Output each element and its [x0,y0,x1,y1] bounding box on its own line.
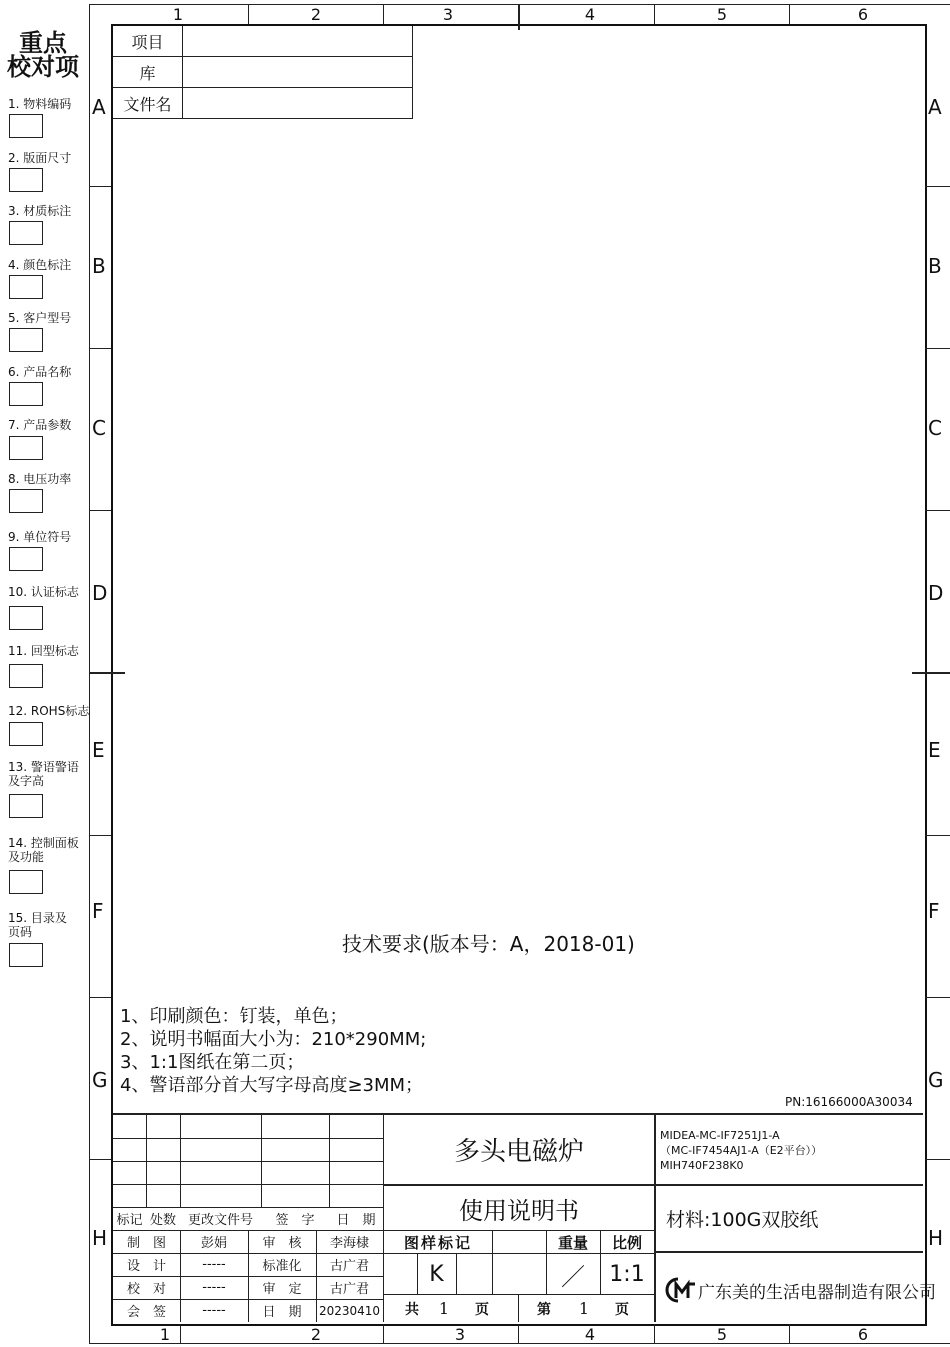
row-letter: H [928,1226,944,1250]
rev-header-mark: 标记 [116,1213,143,1228]
sidebar-title-line1: 重点 [19,29,67,57]
row-letter: E [92,738,105,762]
model-line: MIH740F238K0 [660,1159,744,1172]
tech-heading: 技术要求(版本号：A，2018-01) [342,932,635,956]
scale-value: 1:1 [609,1261,645,1287]
row-letter: G [92,1068,108,1092]
sidebar-item-label: 11. 回型标志 [8,644,79,658]
tech-item: 2、说明书幅面大小为：210*290MM; [120,1029,427,1050]
row-letter: F [928,899,940,923]
mark-label: 图样标记 [403,1233,472,1252]
col-number: 4 [584,1325,596,1344]
sign-name: 李海棣 [329,1236,369,1251]
sidebar-item-label: 9. 单位符号 [8,530,72,544]
info-label-filename: 文件名 [123,94,172,114]
col-number: 6 [857,5,869,24]
col-number: 5 [716,1325,728,1344]
current-page: 1 [578,1299,590,1318]
material: 材料:100G双胶纸 [666,1209,819,1231]
sidebar-item-label: 14. 控制面板 及功能 [8,836,79,864]
doc-type: 使用说明书 [459,1196,579,1225]
info-value-item[interactable] [183,26,412,56]
sign-name: ----- [202,1280,226,1295]
col-number: 6 [857,1325,869,1344]
check-box[interactable] [9,382,43,406]
check-box[interactable] [9,870,43,894]
row-letter: A [928,95,942,119]
sidebar-item-label: 2. 版面尺寸 [8,151,72,165]
check-box[interactable] [9,221,43,245]
row-letter: H [92,1226,108,1250]
model-line: （MC-IF7454AJ1-A（E2平台）） [660,1144,823,1157]
col-number: 3 [442,5,454,24]
total-page-unit: 页 [475,1301,489,1318]
sign-role: 审 核 [262,1236,302,1251]
weight-value: ／ [561,1262,585,1291]
sidebar-item-label: 13. 警语警语 及字高 [8,760,79,788]
col-number: 4 [584,5,596,24]
weight-label: 重量 [557,1233,588,1252]
total-pages: 1 [438,1299,450,1318]
check-box[interactable] [9,606,43,630]
scale-label: 比例 [611,1233,642,1252]
check-box[interactable] [9,943,43,967]
sign-name: 古广君 [329,1282,369,1297]
tech-item: 4、警语部分首大写字母高度≥3MM； [120,1075,424,1096]
check-box[interactable] [9,275,43,299]
col-number: 1 [159,1325,171,1344]
rev-header-date: 日 期 [336,1213,376,1228]
company-name: 广东美的生活电器制造有限公司 [698,1282,936,1303]
current-label: 第 [537,1301,551,1318]
row-letter: C [928,416,942,440]
sign-name: ----- [202,1303,226,1318]
check-box[interactable] [9,328,43,352]
tech-item: 1、印刷颜色：钉装，单色； [120,1006,348,1027]
sidebar-item-label: 7. 产品参数 [8,418,72,432]
sign-role: 设 计 [126,1259,166,1274]
sidebar-item-label: 1. 物料编码 [8,97,72,111]
check-box[interactable] [9,547,43,571]
col-number: 5 [716,5,728,24]
row-letter: G [928,1068,944,1092]
part-number: PN:16166000A30034 [785,1095,913,1109]
mark-value: K [429,1261,444,1287]
info-value-library[interactable] [183,57,412,87]
company-row [664,1273,936,1307]
sidebar-item-label: 15. 目录及 页码 [8,911,67,939]
col-number: 1 [172,5,184,24]
sidebar-item-label: 10. 认证标志 [8,585,79,599]
sign-name: 彭娟 [200,1236,227,1251]
check-box[interactable] [9,489,43,513]
midea-logo-icon [664,1275,698,1305]
row-letter: C [92,416,106,440]
col-number: 3 [454,1325,466,1344]
sign-name: ----- [202,1257,226,1272]
sign-role: 制 图 [126,1236,166,1251]
product-name: 多头电磁炉 [453,1137,584,1167]
row-letter: B [92,254,106,278]
sidebar-item-label: 12. ROHS标志 [8,704,90,718]
model-info [660,1128,822,1173]
info-value-filename[interactable] [183,88,412,118]
sign-role: 校 对 [126,1282,166,1297]
sign-role: 审 定 [262,1282,302,1297]
model-line: MIDEA-MC-IF7251J1-A [660,1129,780,1142]
row-letter: F [92,899,104,923]
check-box[interactable] [9,436,43,460]
check-box[interactable] [9,794,43,818]
sidebar-item-label: 4. 颜色标注 [8,258,72,272]
sidebar-item-label: 8. 电压功率 [8,472,72,486]
sign-name: 古广君 [329,1259,369,1274]
total-label: 共 [405,1301,419,1318]
sign-role: 会 签 [126,1305,166,1320]
row-letter: A [92,95,106,119]
col-number: 2 [310,5,322,24]
check-box[interactable] [9,664,43,688]
sidebar-item-label: 3. 材质标注 [8,204,72,218]
sign-date: 20230410 [318,1303,381,1318]
sign-role: 标准化 [262,1259,302,1274]
col-number: 2 [310,1325,322,1344]
check-box[interactable] [9,722,43,746]
row-letter: D [928,581,944,605]
sidebar-item-label: 6. 产品名称 [8,365,72,379]
check-box[interactable] [9,168,43,192]
current-page-unit: 页 [615,1301,629,1318]
info-label-item: 项目 [131,32,164,52]
row-letter: D [92,581,108,605]
rev-header-sign: 签 字 [275,1213,315,1228]
info-label-library: 库 [139,63,156,83]
sidebar-title-line2: 校对项 [7,53,79,81]
row-letter: E [928,738,941,762]
tech-item: 3、1:1图纸在第二页； [120,1052,305,1073]
sign-role: 日 期 [262,1305,302,1320]
rev-header-count: 处数 [149,1213,176,1228]
row-letter: B [928,254,942,278]
sidebar-item-label: 5. 客户型号 [8,311,72,325]
check-box[interactable] [9,114,43,138]
rev-header-change-doc: 更改文件号 [187,1213,253,1228]
